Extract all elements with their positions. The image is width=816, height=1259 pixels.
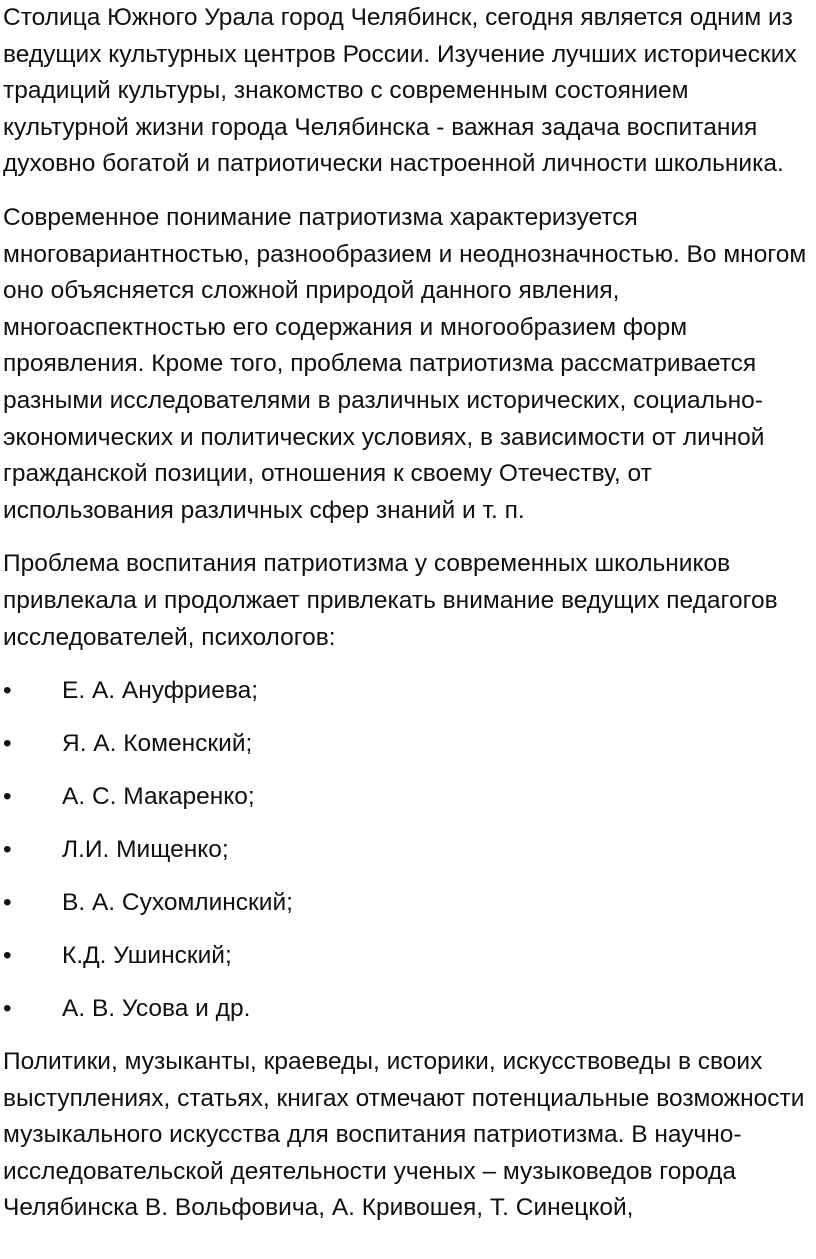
bullet-icon: •	[3, 836, 12, 864]
bullet-icon: •	[3, 942, 12, 970]
list-item-text: Е. А. Ануфриева;	[62, 677, 259, 705]
patriotism-understanding-paragraph: Современное понимание патриотизма характеризуется многовариантностью, разнообразием и неоднозначностью. Во многом оно объясняется сложной природой данного явления, многоаспектностью его содержания и многообразием форм проявления. Кроме того, проблема патриотизма рассматривается разными исследователями в различных исторических, социально-экономических и политических условиях, в зависимости от личной гражданской позиции, отношения к своему Отечеству, от использования различных сфер знаний и т. п.	[3, 203, 807, 524]
music-art-paragraph: Политики, музыканты, краеведы, историки, искусствоведы в своих выступлениях, статьях, книгах отмечают потенциальные возможности музыкального искусства для воспитания патриотизма. В научно-исследовательской деятельности ученых – музыковедов города Челябинска В. Вольфовича, А. Кривошея, Т. Синецкой,	[3, 1047, 805, 1222]
list-item-text: Л.И. Мищенко;	[62, 836, 229, 864]
list-item-text: Я. А. Коменский;	[62, 730, 253, 758]
list-item-text: К.Д. Ушинский;	[62, 942, 232, 970]
bullet-icon: •	[3, 783, 12, 811]
intro-paragraph: Столица Южного Урала город Челябинск, сегодня является одним из ведущих культурных центров России. Изучение лучших исторических традиций культуры, знакомство с современным состоянием культурной жизни города Челябинска - важная задача воспитания духовно богатой и патриотически настроенной личности школьника.	[3, 4, 797, 178]
list-item	[3, 726, 814, 763]
bullet-icon: •	[3, 730, 12, 758]
list-item	[3, 673, 814, 710]
list-item-text: В. А. Сухомлинский;	[62, 889, 293, 917]
list-item	[3, 779, 814, 816]
list-item	[3, 938, 814, 975]
list-item	[3, 991, 814, 1028]
list-item-text: А. С. Макаренко;	[62, 783, 255, 811]
researchers-intro-paragraph: Проблема воспитания патриотизма у современных школьников привлекала и продолжает привлекать внимание ведущих педагогов исследователей, психологов:	[3, 550, 778, 651]
bullet-icon: •	[3, 677, 12, 705]
bullet-icon: •	[3, 995, 12, 1022]
list-item	[3, 832, 814, 869]
list-item	[3, 885, 814, 922]
bullet-icon: •	[3, 889, 12, 917]
researchers-list	[3, 673, 814, 1028]
document-page	[3, 0, 814, 1227]
list-item-text: А. В. Усова и др.	[62, 995, 251, 1022]
